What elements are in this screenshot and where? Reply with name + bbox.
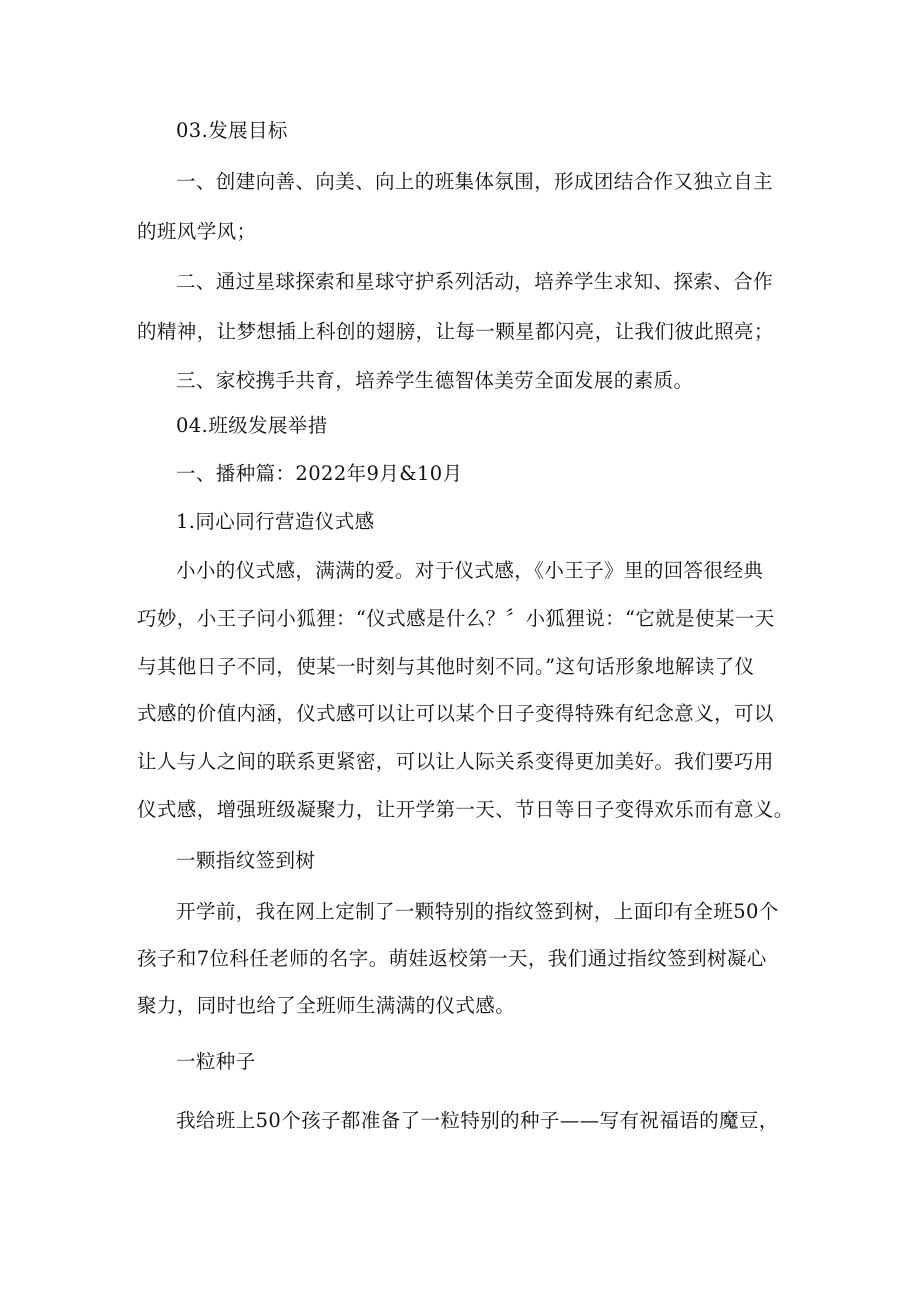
paragraph-2-line-3: 聚力，同时也给了全班师生满满的仪式感。	[137, 994, 516, 1017]
goal-2-line-1: 二、通过星球探索和星球守护系列活动，培养学生求知、探索、合作	[176, 270, 774, 293]
goal-3: 三、家校携手共育，培养学生德智体美劳全面发展的素质。	[176, 369, 694, 392]
paragraph-1-line-1: 小小的仪式感，满满的爱。对于仪式感，《小王子》里的回答很经典	[176, 559, 764, 582]
paragraph-2-line-1: 开学前，我在网上定制了一颗特别的指纹签到树，上面印有全班50个	[176, 900, 779, 923]
paragraph-3-line-1: 我给班上50个孩子都准备了一粒特别的种子——写有祝福语的魔豆，	[176, 1109, 779, 1132]
paragraph-1-line-6: 仪式感，增强班级凝聚力，让开学第一天、节日等日子变得欢乐而有意义。	[137, 798, 794, 821]
section-heading-04: 04.班级发展举措	[176, 414, 328, 437]
paragraph-1-line-5: 让人与人之间的联系更紧密，可以让人际关系变得更加美好。我们要巧用	[137, 750, 774, 773]
paragraph-2-line-2: 孩子和7位科任老师的名字。萌娃返校第一天，我们通过指纹签到树凝心	[137, 947, 767, 970]
goal-2-line-2: 的精神，让梦想插上科创的翅膀，让每一颗星都闪亮，让我们彼此照亮；	[137, 320, 774, 343]
paragraph-1-line-2: 巧妙，小王子问小狐狸：“仪式感是什么？〞小狐狸说：“它就是使某一天	[137, 607, 775, 630]
paragraph-1-line-3: 与其他日子不同，使某一时刻与其他时刻不同。”这句话形象地解读了仪	[137, 655, 755, 678]
paragraph-1-line-4: 式感的价值内涵，仪式感可以让可以某个日子变得特殊有纪念意义，可以	[137, 702, 774, 725]
section-heading-03: 03.发展目标	[176, 119, 288, 142]
phase-1-heading: 一、播种篇：2022年9月&10月	[176, 462, 463, 485]
subheading-fingerprint-tree: 一颗指纹签到树	[176, 849, 316, 872]
goal-1-line-2: 的班风学风；	[137, 220, 257, 243]
subheading-seed: 一粒种子	[176, 1050, 256, 1073]
goal-1-line-1: 一、创建向善、向美、向上的班集体氛围，形成团结合作又独立自主	[176, 170, 774, 193]
item-1-heading: 1.同心同行营造仪式感	[176, 510, 375, 533]
